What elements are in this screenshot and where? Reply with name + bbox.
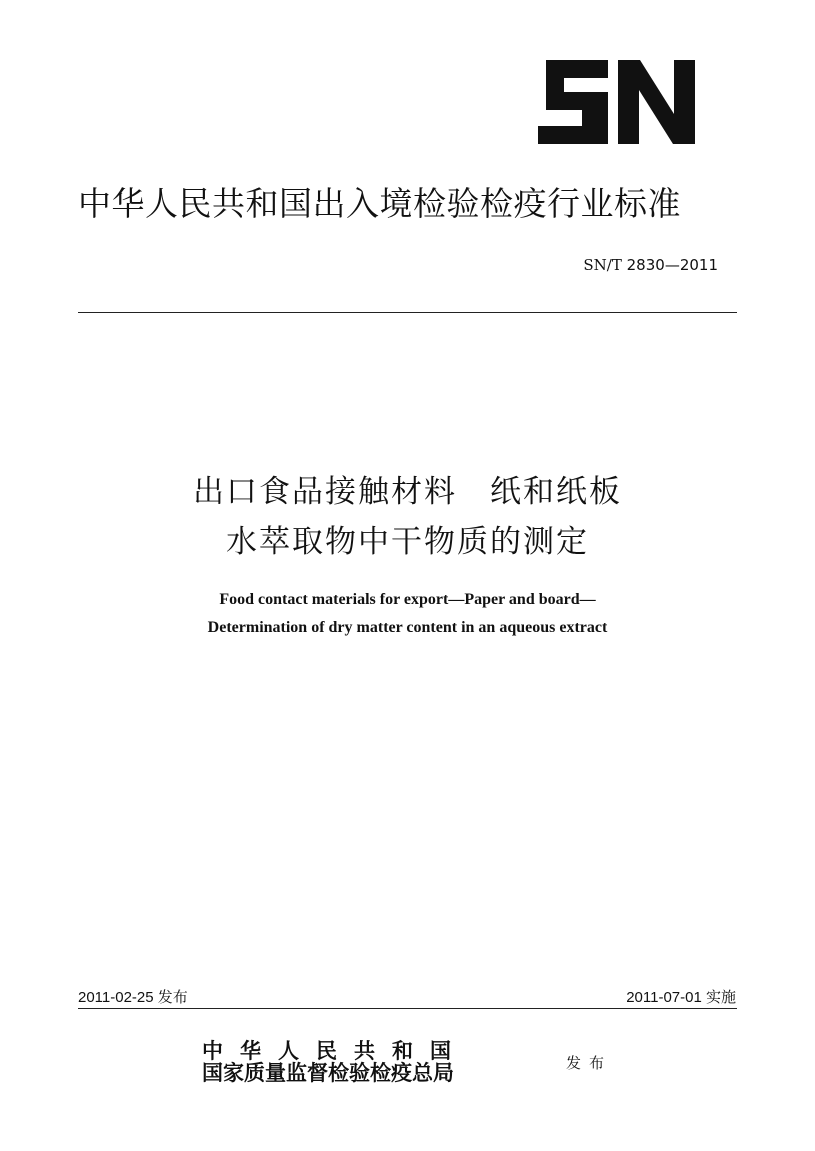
top-divider <box>78 312 737 313</box>
sn-logo <box>538 60 698 144</box>
logo-letter-s <box>538 60 608 144</box>
standard-code-prefix: SN/T <box>583 256 622 274</box>
standard-code <box>583 256 718 274</box>
chinese-title-line-1: 出口食品接触材料 纸和纸板 <box>193 474 622 510</box>
publisher-line-2: 国家质量监督检验检疫总局 <box>202 1060 454 1085</box>
english-title-line-2: Determination of dry matter content in an aqueous extract <box>207 619 608 636</box>
standard-category-title: 中华人民共和国出入境检验检疫行业标准 <box>78 184 681 223</box>
sn-logo-graphic <box>538 60 698 144</box>
bottom-divider <box>78 1008 737 1009</box>
implementation-date: 2011-07-01 实施 <box>626 989 736 1006</box>
chinese-title-line-2: 水萃取物中干物质的测定 <box>226 524 589 560</box>
logo-letter-n <box>618 60 695 144</box>
publisher-block <box>202 1040 468 1084</box>
publish-action: 发布 <box>566 1054 613 1072</box>
publisher-line-1: 中华人民共和国 <box>202 1038 468 1063</box>
issue-date: 2011-02-25 发布 <box>78 989 188 1006</box>
english-title-line-1: Food contact materials for export—Paper and board— <box>219 591 596 608</box>
standard-code-number: 2830—2011 <box>626 256 718 274</box>
